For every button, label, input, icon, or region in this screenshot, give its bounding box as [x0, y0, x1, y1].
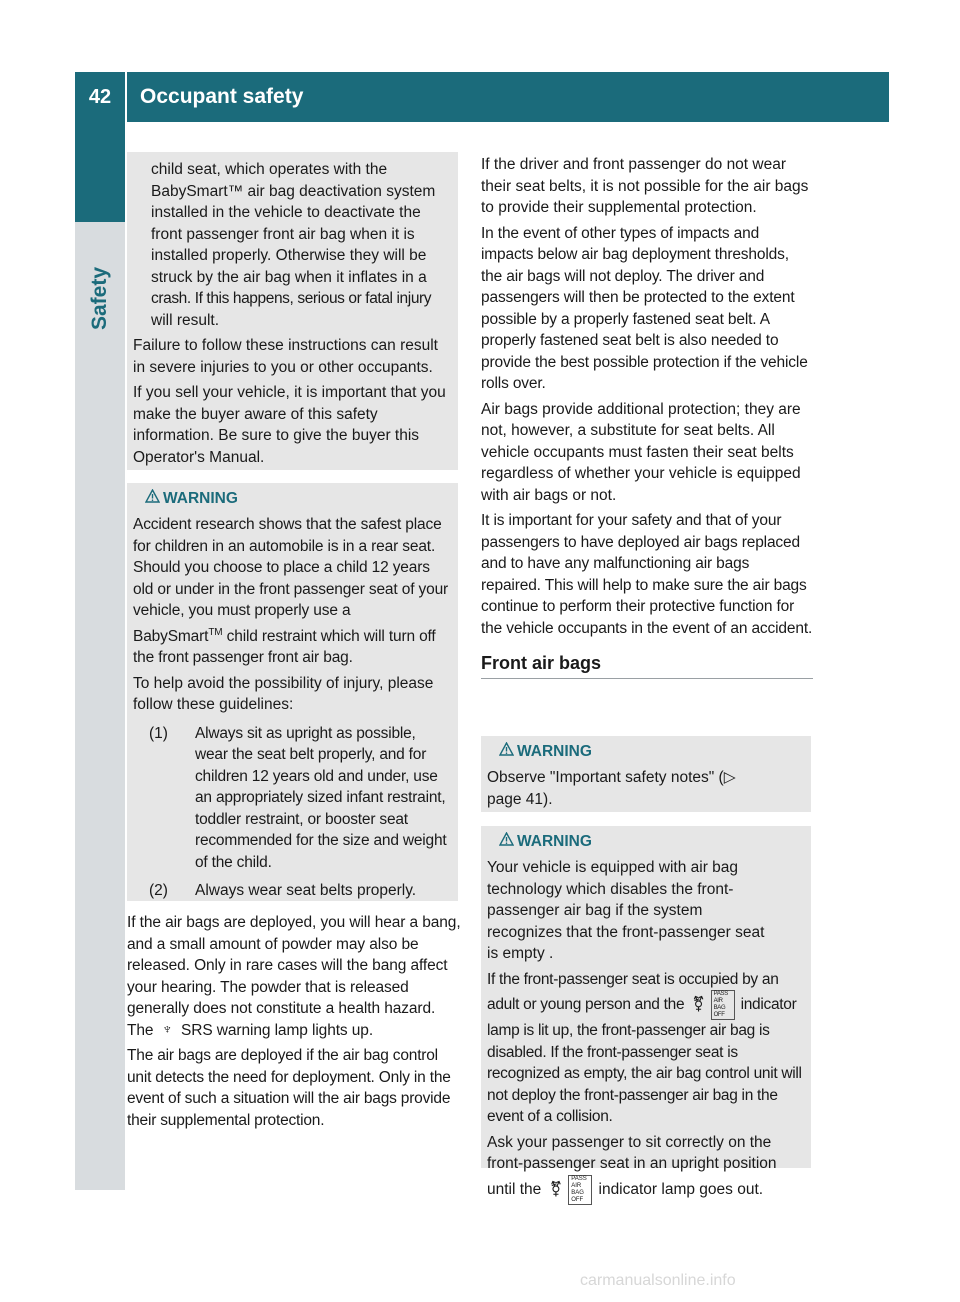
warning-label: WARNING	[163, 490, 238, 507]
srs-warning-icon: ♆	[161, 1021, 173, 1039]
list-item	[133, 880, 452, 902]
deploy-paragraph	[127, 912, 461, 1041]
list-number: (2)	[149, 882, 168, 900]
deploy-p1a: If the air bags are deployed, you will hear a bang, and a small amount of powder may also be released. Only in rare cases will the bang affect your hearing. The powder that is released generally does not constitute a health hazard. The	[127, 914, 461, 1039]
warning-intro	[133, 514, 452, 669]
right-p2: In the event of other types of impacts and impacts below air bag deployment thresholds, the air bags will not deploy. The driver and passengers will then be protected to the extent possible by a properly fastened seat belt. A properly fastened seat belt is also needed to provide the best possible protection if the vehicle rolls over.	[481, 224, 808, 392]
right-p3: Air bags provide additional protection; they are not, however, a substitute for seat belts. All vehicle occupants must fasten their seat belts regardless of whether your vehicle is equipped with air bags or not.	[481, 400, 801, 504]
warning-triangle-icon	[145, 488, 163, 509]
section-heading: Front air bags	[481, 651, 813, 679]
warning-2-p1: Your vehicle is equipped with air bag technology which disables the front-passenger air bag if the system recognizes that the front-passenger seat is empty .	[487, 859, 765, 962]
warning-heading	[133, 488, 452, 509]
w2-p3b: indicator lamp goes out.	[598, 1180, 764, 1198]
cont-line: struck by the air bag when it inflates in a	[151, 268, 427, 286]
list-item	[133, 723, 452, 874]
w2-p2b: indicator lamp is lit up, the front-passenger air bag is disabled. If the front-passenger seat is recognized as empty, the air bag control unit will not deploy the front-passenger air bag in the event of a collision.	[487, 996, 802, 1125]
w2-p2a: If the front-passenger seat is occupied by an adult or young person and the	[487, 970, 779, 1014]
warning-heading	[487, 741, 805, 762]
right-p1: If the driver and front passenger do not wear their seat belts, it is not possible for the air bags to provide their supplemental protection.	[481, 156, 809, 216]
page-title: Occupant safety	[140, 85, 304, 108]
side-label: Safety	[88, 266, 111, 330]
list-text: Always sit as upright as possible, wear the seat belt properly, and for children 12 years old and under, use an appropriately sized infant restraint, toddler restraint, or booster seat recommended for the size and weight of the child.	[195, 724, 447, 871]
warning-p1b: BabySmart	[133, 627, 209, 645]
deploy-condition: The air bags are deployed if the air bag control unit detects the need for deployment. Only in the event of such a situation will the air bags provide their supplemental protection.	[127, 1047, 451, 1129]
continued-warning-box	[127, 152, 458, 470]
warning-triangle-icon	[499, 741, 517, 762]
right-body	[481, 154, 813, 679]
warning-2-p3	[487, 1132, 805, 1205]
sell-text: If you sell your vehicle, it is important that you make the buyer aware of this safety information. Be sure to give the buyer this Operator's Manual.	[133, 384, 446, 466]
warning-box-2	[481, 826, 811, 1203]
cont-line: will result.	[151, 311, 220, 329]
w2-p3a: Ask your passenger to sit correctly on the front-passenger seat in an upright position until the	[487, 1133, 777, 1198]
header-divider	[125, 72, 127, 122]
footer-watermark: carmanualsonline.info	[580, 1272, 736, 1289]
warning-p1: Accident research shows that the safest place for children in an automobile is in a rear seat. Should you choose to place a child 12 years old or under in the front passenger seat of your vehicle, you must properly use a	[133, 516, 449, 619]
pass-airbag-off-icon: PASS AIR BAG OFF	[568, 1175, 592, 1205]
warning-1-text: Observe "Important safety notes" (▷ page 41).	[487, 769, 736, 808]
warning-guidelines: To help avoid the possibility of injury, please follow these guidelines:	[133, 674, 434, 714]
warning-heading	[487, 831, 805, 852]
warning-p1c: child restraint which will turn off the front passenger front air bag.	[133, 627, 436, 667]
continued-list-text	[133, 159, 452, 331]
cont-line: installed in the vehicle to deactivate the	[151, 204, 421, 221]
warning-triangle-icon	[499, 831, 517, 852]
warning-2-p2	[487, 969, 805, 1128]
warning-box-1	[481, 736, 811, 812]
right-p4: It is important for your safety and that of your passengers to have deployed air bags replaced and to have any malfunctioning air bags repaired. This will help to make sure the air bags continue to perform their protective function for the vehicle occupants in the event of an accident.	[481, 512, 813, 637]
cont-line: front passenger front air bag when it is	[151, 225, 415, 243]
deploy-p1b: SRS warning lamp lights up.	[181, 1021, 374, 1039]
passenger-seat-icon: ⚧	[692, 996, 705, 1013]
failure-text: Failure to follow these instructions can result in severe injuries to you or other occupants.	[133, 337, 438, 376]
passenger-seat-icon: ⚧	[549, 1180, 563, 1198]
list-text: Always wear seat belts properly.	[195, 882, 417, 900]
trademark: TM	[208, 626, 223, 638]
left-body	[127, 912, 461, 1131]
child-warning-box	[127, 483, 458, 901]
page-number: 42	[88, 86, 112, 108]
warning-label: WARNING	[517, 833, 592, 850]
pass-airbag-off-icon: PASS AIR BAG OFF	[711, 990, 735, 1020]
side-tab	[75, 122, 125, 222]
warning-label: WARNING	[517, 743, 592, 760]
cont-line: BabySmart™ air bag deactivation system	[151, 182, 436, 200]
cont-line: crash. If this happens, serious or fatal injury	[151, 290, 432, 307]
cont-line: installed properly. Otherwise they will be	[151, 247, 427, 264]
cont-line: child seat, which operates with the	[151, 161, 388, 178]
list-number: (1)	[149, 724, 168, 742]
